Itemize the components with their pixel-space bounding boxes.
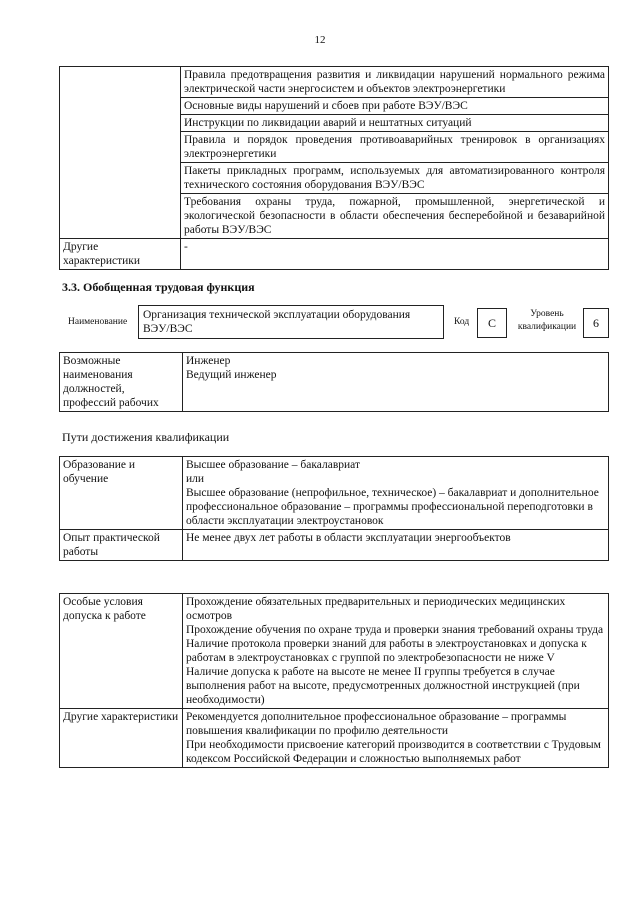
function-name-box: Организация технической эксплуатации оборудования ВЭУ/ВЭС [138, 305, 444, 339]
admission-line: Прохождение обязательных предварительных и периодических медицинских осмотров [186, 596, 566, 622]
page-number: 12 [314, 34, 326, 46]
experience-value: Не менее двух лет работы в области эксплуатации энергообъектов [183, 530, 609, 561]
name-label: Наименование [68, 317, 128, 327]
qualification-paths-title: Пути достижения квалификации [62, 430, 230, 444]
knowledge-table [59, 66, 609, 270]
admission-label: Особые условия допуска к работе [60, 594, 183, 709]
experience-label: Опыт практической работы [60, 530, 183, 561]
knowledge-item: Правила предотвращения развития и ликвидации нарушений нормального режима электрической части энергосистем и объектов электроэнергетики [181, 67, 609, 98]
position-item: Инженер [186, 355, 231, 367]
positions-label: Возможные наименования должностей, профессий рабочих [60, 353, 183, 412]
knowledge-item: Требования охраны труда, пожарной, промышленной, энергетической и экологической безопасности в области обеспечения бесперебойной и безаварийной работы ВЭУ/ВЭС [181, 194, 609, 239]
knowledge-item: Правила и порядок проведения противоаварийных тренировок в организациях электроэнергетики [181, 132, 609, 163]
positions-table [59, 352, 609, 412]
admission-other-line: Рекомендуется дополнительное профессиональное образование – программы повышения квалификации по профилю деятельности [186, 711, 567, 737]
education-values [183, 457, 609, 530]
admission-line: Наличие допуска к работе на высоте не менее II группы требуется в случае выполнения работ на высоте, предусмотренных должностной инструкцией (при необходимости) [186, 666, 580, 706]
qualification-level-box: 6 [583, 308, 609, 338]
education-line: или [186, 473, 205, 485]
code-label: Код [454, 317, 470, 327]
knowledge-item: Пакеты прикладных программ, используемых для автоматизированного контроля технического состояния оборудования ВЭУ/ВЭС [181, 163, 609, 194]
positions-values [183, 353, 609, 412]
admission-line: Наличие протокола проверки знаний для работы в электроустановках и допуска к работам в электроустановках с группой по электробезопасности не ниже V [186, 638, 587, 664]
admission-other-line: При необходимости присвоение категорий производится в соответствии с Трудовым кодексом Российской Федерации и сложностью выполняемых работ [186, 739, 601, 765]
other-characteristics-value: - [181, 239, 609, 270]
section-title: 3.3. Обобщенная трудовая функция [62, 280, 255, 294]
other-characteristics-label: Другие характеристики [60, 239, 181, 270]
admission-values [183, 594, 609, 709]
knowledge-item: Инструкции по ликвидации аварий и нештатных ситуаций [181, 115, 609, 132]
education-line: Высшее образование (непрофильное, техническое) – бакалавриат и дополнительное профессиональное образование – программы профессиональной переподготовки в области эксплуатации электроустановок [186, 487, 599, 527]
education-label: Образование и обучение [60, 457, 183, 530]
code-value-box: C [477, 308, 507, 338]
education-table [59, 456, 609, 561]
knowledge-label-cell [60, 67, 181, 239]
knowledge-item: Основные виды нарушений и сбоев при работе ВЭУ/ВЭС [181, 98, 609, 115]
admission-line: Прохождение обучения по охране труда и проверки знания требований охраны труда [186, 624, 604, 636]
admission-other-label: Другие характеристики [60, 709, 183, 768]
admission-other-values [183, 709, 609, 768]
admission-table [59, 593, 609, 768]
education-line: Высшее образование – бакалавриат [186, 459, 360, 471]
qualification-level-label: Уровень квалификации [517, 309, 577, 332]
position-item: Ведущий инженер [186, 369, 277, 381]
